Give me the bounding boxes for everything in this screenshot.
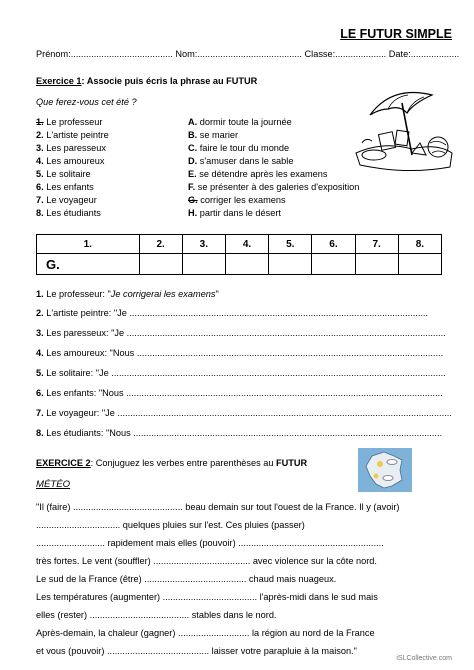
exercise1-question: Que ferez-vous cet été ?: [36, 97, 137, 107]
paragraph-line: très fortes. Le vent (souffler) ...................................... avec violence sur la côte nord.: [36, 556, 377, 566]
grid-header-cell: 4.: [225, 235, 268, 254]
exercise2-label: EXERCICE 2: [36, 458, 91, 468]
grid-answer-cell[interactable]: [269, 254, 312, 275]
list-item: G. corriger les examens: [188, 195, 286, 205]
paragraph-line: ................................. quelques pluies sur l'est. Ces pluies (passer): [36, 520, 305, 530]
student-info-line: Prénom:........................................ Nom:......................................... Classe:.................... Date:...................: [36, 49, 460, 59]
sentence-line: 7. Le voyageur: "Je ...................................................................................................................................: [36, 408, 452, 418]
sentence-line: 1. Le professeur: "Je corrigerai les examens": [36, 289, 219, 299]
grid-answer-cell[interactable]: [312, 254, 355, 275]
sentence-line: 8. Les étudiants: "Nous .........................................................................................................................: [36, 428, 443, 438]
page-title: LE FUTUR SIMPLE: [340, 27, 452, 41]
list-item: F. se présenter à des galeries d'exposition: [188, 182, 360, 192]
list-item: 1. Le professeur: [36, 117, 103, 127]
weather-map-icon: [358, 448, 412, 492]
list-item: D. s'amuser dans le sable: [188, 156, 294, 166]
grid-answer-cell[interactable]: [182, 254, 225, 275]
grid-answer-cell[interactable]: [355, 254, 398, 275]
list-item: 6. Les enfants: [36, 182, 94, 192]
grid-answer-cell[interactable]: [398, 254, 441, 275]
grid-header-cell: 1.: [37, 235, 140, 254]
paragraph-line: Les températures (augmenter) ..................................... l'après-midi dans le sud mais: [36, 592, 378, 602]
list-item: 3. Les paresseux: [36, 143, 106, 153]
grid-answer-cell[interactable]: [139, 254, 182, 275]
grid-header-cell: 2.: [139, 235, 182, 254]
paragraph-line: elles (rester) ....................................... stables dans le nord.: [36, 610, 277, 620]
grid-header-cell: 6.: [312, 235, 355, 254]
exercise1-instruction: : Associe puis écris la phrase au FUTUR: [81, 76, 258, 86]
list-item: C. faire le tour du monde: [188, 143, 290, 153]
paragraph-line: "Il (faire) ........................................... beau demain sur tout l'ouest de la France. Il y (avoir): [36, 502, 400, 512]
list-item: 5. Le solitaire: [36, 169, 91, 179]
list-item: A. dormir toute la journée: [188, 117, 292, 127]
sentence-line: 4. Les amoureux: "Nous ........................................................................................................................: [36, 348, 444, 358]
grid-answer-cell[interactable]: G.: [37, 254, 140, 275]
sentence-line: 2. L'artiste peintre: "Je .....................................................................................................................: [36, 308, 429, 318]
sentence-line: 6. Les enfants: "Nous ............................................................................................................................: [36, 388, 443, 398]
paragraph-line: ........................... rapidement mais elles (pouvoir) .........................................................: [36, 538, 384, 548]
exercise1-heading: [36, 76, 257, 86]
list-item: B. se marier: [188, 130, 239, 140]
list-item: H. partir dans le désert: [188, 208, 281, 218]
grid-header-cell: 5.: [269, 235, 312, 254]
grid-header-cell: 8.: [398, 235, 441, 254]
section-subtitle: MÉTÉO: [36, 479, 71, 490]
beach-illustration: [352, 83, 462, 173]
watermark-footer: iSLCollective.com: [396, 655, 452, 662]
table-row: [37, 254, 442, 275]
paragraph-line: Le sud de la France (être) ........................................ chaud mais nuageux.: [36, 574, 337, 584]
list-item: 8. Les étudiants: [36, 208, 101, 218]
sentence-line: 3. Les paresseux: "Je .............................................................................................................................: [36, 328, 446, 338]
list-item: 4. Les amoureux: [36, 156, 105, 166]
table-row: [37, 235, 442, 254]
grid-header-cell: 7.: [355, 235, 398, 254]
sentence-line: 5. Le solitaire: "Je ...................................................................................................................................: [36, 368, 446, 378]
list-item: E. se détendre après les examens: [188, 169, 328, 179]
exercise1-label: Exercice 1: [36, 76, 82, 86]
paragraph-line: Après-demain, la chaleur (gagner) ............................ la région au nord de la France: [36, 628, 375, 638]
exercise2-heading: EXERCICE 2: Conjuguez les verbes entre parenthèses au FUTUR: [36, 458, 308, 468]
list-item: 2. L'artiste peintre: [36, 130, 109, 140]
list-item: 7. Le voyageur: [36, 195, 97, 205]
grid-answer-cell[interactable]: [225, 254, 268, 275]
paragraph-line: et vous (pouvoir) ........................................ laisser votre parapluie à la maison.": [36, 646, 357, 656]
grid-header-cell: 3.: [182, 235, 225, 254]
answer-grid: [36, 234, 442, 275]
